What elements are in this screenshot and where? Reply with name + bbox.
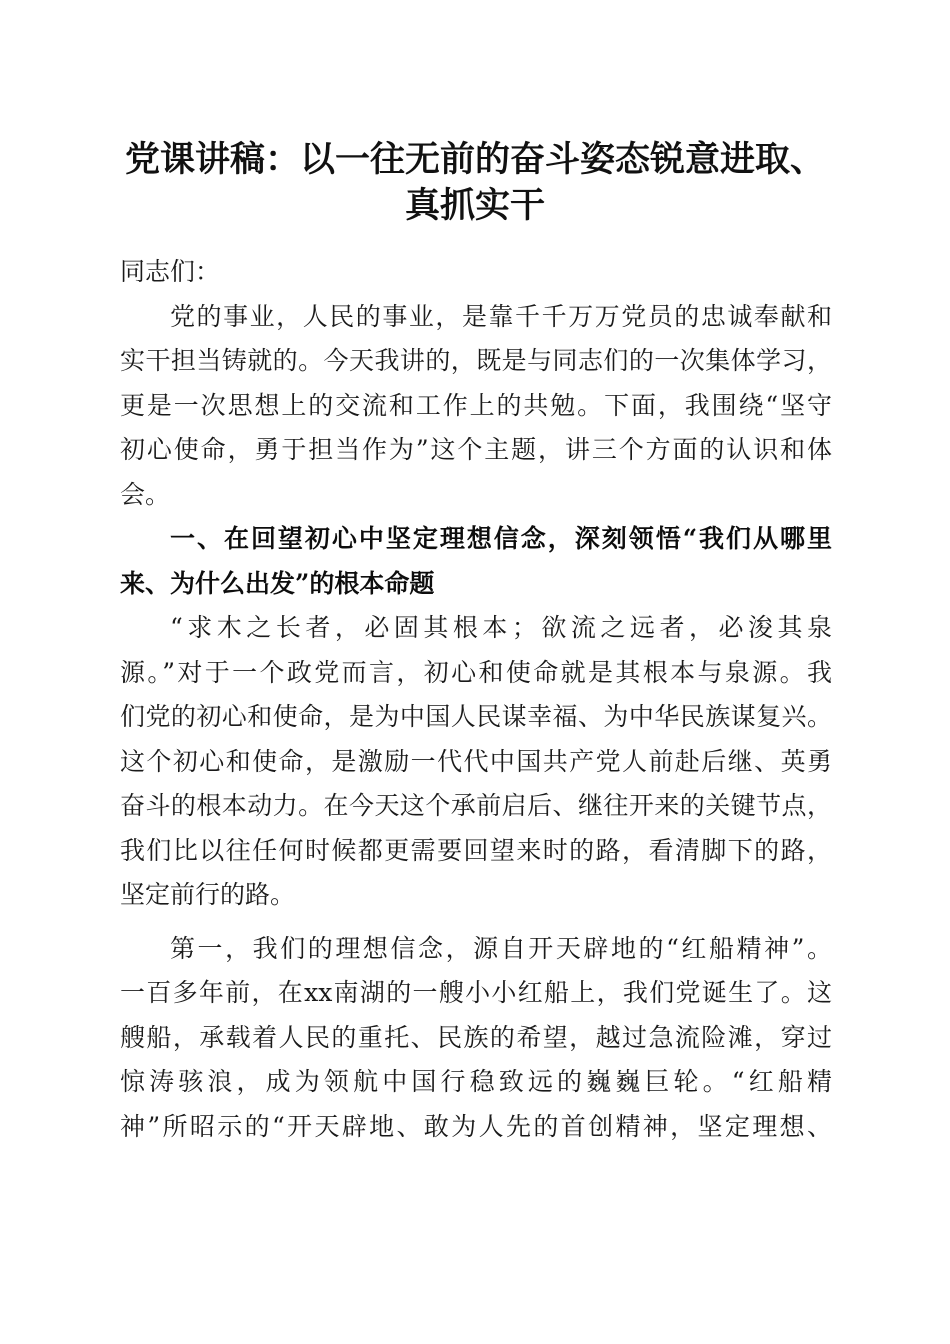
document-body (120, 250, 832, 1149)
paragraph-line: 们党的初心和使命，是为中国人民谋幸福、为中华民族谋复兴。 (120, 702, 832, 731)
paragraph-line: 这个初心和使命，是激励一代代中国共产党人前赴后继、英勇 (120, 746, 832, 776)
paragraph-line: 奋斗的根本动力。在今天这个承前启后、继往开来的关键节点， (120, 791, 832, 820)
paragraph-line: 党的事业，人民的事业，是靠千千万万党员的忠诚奉献和 (170, 301, 832, 331)
paragraph-line: 会。 (120, 479, 171, 509)
paragraph-gap (120, 918, 832, 927)
document-title-line-2: 真抓实干 (404, 185, 545, 226)
point-1-paragraph (120, 927, 832, 1150)
paragraph-line: 一百多年前，在xx南湖的一艘小小红船上，我们党诞生了。这 (120, 978, 832, 1007)
paragraph-line: 艘船，承载着人民的重托、民族的希望，越过急流险滩，穿过 (120, 1022, 832, 1052)
section-1-paragraph (120, 606, 832, 918)
heading-line: 一、在回望初心中坚定理想信念，深刻领悟“我们从哪里 (170, 524, 832, 553)
paragraph-line: 实干担当铸就的。今天我讲的，既是与同志们的一次集体学习， (120, 346, 832, 375)
paragraph-line: 第一，我们的理想信念，源自开天辟地的“红船精神”。 (170, 933, 832, 963)
paragraph-line: 坚定前行的路。 (120, 880, 296, 909)
heading-line: 来、为什么出发”的根本命题 (120, 568, 435, 598)
paragraph-line: 源。”对于一个政党而言，初心和使命就是其根本与泉源。我 (120, 657, 832, 687)
document-title-line-1: 党课讲稿：以一往无前的奋斗姿态锐意进取、 (124, 139, 825, 180)
paragraph-line: 神”所昭示的“开天辟地、敢为人先的首创精神，坚定理想、 (120, 1111, 832, 1141)
paragraph-line: 惊涛骇浪，成为领航中国行稳致远的巍巍巨轮。“红船精 (120, 1067, 832, 1096)
section-1-heading (120, 517, 832, 606)
paragraph-line: 初心使命，勇于担当作为”这个主题，讲三个方面的认识和体 (120, 435, 832, 464)
salutation: 同志们： (120, 257, 221, 286)
intro-paragraph (120, 295, 832, 518)
paragraph-line: “求木之长者，必固其根本；欲流之远者，必浚其泉 (170, 613, 832, 642)
paragraph-line: 我们比以往任何时候都更需要回望来时的路，看清脚下的路， (120, 835, 832, 865)
paragraph-line: 更是一次思想上的交流和工作上的共勉。下面，我围绕“坚守 (120, 390, 832, 420)
